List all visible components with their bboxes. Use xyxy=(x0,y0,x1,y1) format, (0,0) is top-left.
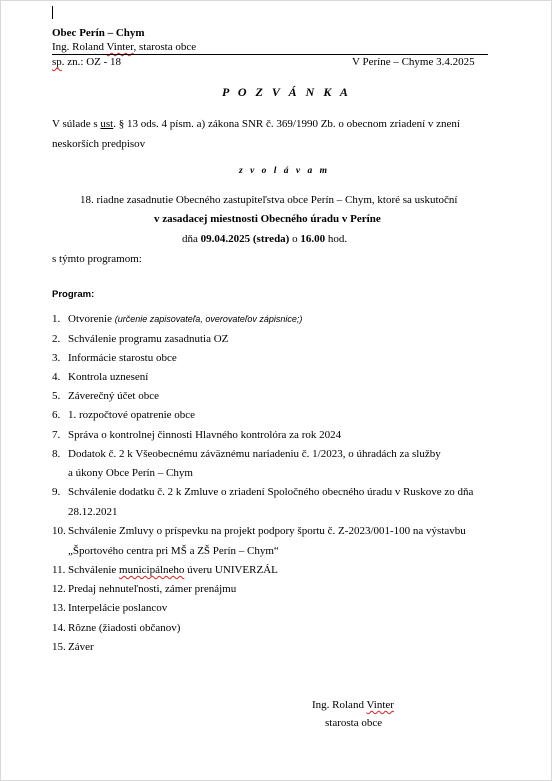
program-item-text: Otvorenie xyxy=(68,313,115,325)
program-item-number: 7. xyxy=(52,429,61,441)
signature-surname: Vinter xyxy=(366,699,394,711)
place-date: V Períne – Chyme 3.4.2025 xyxy=(352,56,475,68)
program-item-text: Záver xyxy=(68,641,94,653)
program-item-number: 4. xyxy=(52,371,61,383)
program-item-number: 1. xyxy=(52,313,61,325)
reference-number xyxy=(52,56,121,68)
intro-line-1 xyxy=(52,118,460,130)
program-item-number: 5. xyxy=(52,390,61,402)
meeting-location: v zasadacej miestnosti Obecného úradu v Períne xyxy=(154,213,381,225)
program-item-number: 2. xyxy=(52,333,61,345)
org-name: Obec Perín – Chym xyxy=(52,27,145,39)
program-item-text: Informácie starostu obce xyxy=(68,352,177,364)
date-mid: o xyxy=(289,233,301,245)
program-item-number: 12. xyxy=(52,583,66,595)
signature-name xyxy=(312,699,394,711)
program-item-text-c: úveru UNIVERZÁL xyxy=(184,564,278,576)
program-item xyxy=(68,564,278,576)
program-item-text: Schválenie Zmluvy o príspevku na projekt podpory športu č. Z-2023/001-100 na výstavbu xyxy=(68,525,466,537)
program-item-number: 3. xyxy=(52,352,61,364)
program-item-text-a: Schválenie xyxy=(68,564,120,576)
intro-part-a: V súlade s xyxy=(52,118,101,130)
header-divider xyxy=(52,54,488,55)
meeting-datetime xyxy=(182,233,347,245)
meeting-line-1: 18. riadne zasadnutie Obecného zastupiteľstva obce Perín – Chym, ktoré sa uskutoční xyxy=(80,194,458,206)
program-item-text-continued: „Športového centra pri MŠ a ZŠ Perín – Chym“ xyxy=(68,545,279,557)
mayor-prefix: Ing. Roland xyxy=(52,41,107,53)
signature-prefix: Ing. Roland xyxy=(312,699,367,711)
program-item-text: Schválenie dodatku č. 2 k Zmluve o zriadení Spoločného obecného úradu v Ruskove zo dňa xyxy=(68,486,474,498)
program-item-text-continued: 28.12.2021 xyxy=(68,506,118,518)
time-value: 16.00 xyxy=(300,233,326,245)
program-item-number: 11. xyxy=(52,564,66,576)
program-item-text: Interpelácie poslancov xyxy=(68,602,168,614)
program-item-number: 8. xyxy=(52,448,61,460)
program-item-text: Kontrola uznesení xyxy=(68,371,149,383)
intro-part-b: . § 13 ods. 4 písm. a) zákona SNR č. 369/1990 Zb. o obecnom zriadení v znení xyxy=(113,118,460,130)
program-item-text-b: municipálneho xyxy=(119,564,185,576)
intro-line-2: neskorších predpisov xyxy=(52,138,146,150)
program-item-text: Dodatok č. 2 k Všeobecnému záväznému nariadeniu č. 1/2023, o úhradách za služby xyxy=(68,448,441,460)
mayor-surname: Vinter xyxy=(106,41,134,53)
mayor-suffix: , starosta obce xyxy=(133,41,197,53)
program-item-text: Záverečný účet obce xyxy=(68,390,159,402)
program-item-text: Predaj nehnuteľnosti, zámer prenájmu xyxy=(68,583,237,595)
program-intro: s týmto programom: xyxy=(52,253,142,265)
document-title: P O Z V Á N K A xyxy=(222,85,351,99)
date-value: 09.04.2025 (streda) xyxy=(200,233,290,245)
program-item-text: Schválenie programu zasadnutia OZ xyxy=(68,333,229,345)
text-cursor xyxy=(52,6,53,19)
ref-rest: . zn.: OZ - 18 xyxy=(61,56,122,68)
intro-ust: ust xyxy=(100,118,114,130)
program-item-text: Rôzne (žiadosti občanov) xyxy=(68,622,181,634)
program-item-number: 6. xyxy=(52,409,61,421)
program-item-number: 10. xyxy=(52,525,66,537)
date-suffix: hod. xyxy=(325,233,348,245)
program-item-text-continued: a úkony Obce Perín – Chym xyxy=(68,467,193,479)
convene-heading: z v o l á v a m xyxy=(239,166,330,176)
program-item xyxy=(68,313,302,325)
ref-prefix: sp xyxy=(52,56,62,68)
program-label: Program: xyxy=(52,289,95,300)
program-item-text: Správa o kontrolnej činnosti Hlavného kontrolóra za rok 2024 xyxy=(68,429,342,441)
signature-role: starosta obce xyxy=(325,717,383,729)
program-item-note: (určenie zapisovateľa, overovateľov zápisnice;) xyxy=(114,314,303,324)
mayor-line xyxy=(52,41,196,53)
program-item-text: 1. rozpočtové opatrenie obce xyxy=(68,409,196,421)
date-prefix: dňa xyxy=(182,233,201,245)
program-item-number: 9. xyxy=(52,486,61,498)
program-item-number: 13. xyxy=(52,602,66,614)
program-item-number: 14. xyxy=(52,622,66,634)
program-item-number: 15. xyxy=(52,641,66,653)
